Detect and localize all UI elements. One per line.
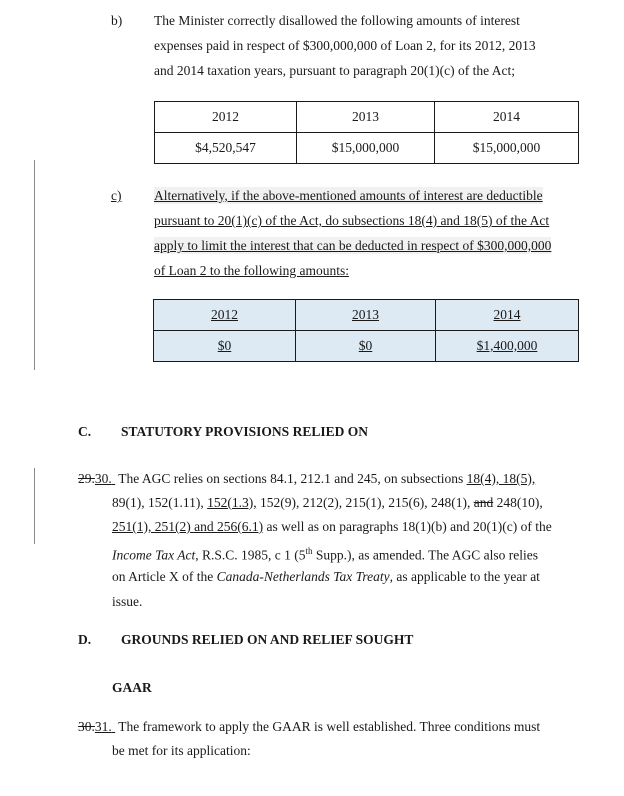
para-30-line-6: issue. [112, 594, 143, 609]
para-30-line-3 [112, 518, 552, 535]
table-b-value: $15,000,000 [297, 133, 435, 164]
para-30-text: on Article X of the [112, 569, 217, 584]
interest-table-b [154, 101, 579, 164]
table-c-value: $0 [154, 331, 296, 362]
inserted-text: 152(1.3), [207, 495, 257, 510]
item-b-line-3: and 2014 taxation years, pursuant to paragraph 20(1)(c) of the Act; [154, 63, 516, 78]
para-31-line-1 [78, 718, 540, 735]
revision-bar [34, 160, 35, 370]
section-d-letter: D. [78, 632, 92, 647]
para-30-text: as well as on paragraphs 18(1)(b) and 20(1)(c) of the [263, 519, 552, 534]
deleted-number: 30. [78, 719, 95, 734]
item-c-line-3: apply to limit the interest that can be deducted in respect of $300,000,000 [154, 238, 552, 253]
table-c-value: $1,400,000 [436, 331, 579, 362]
item-c-line-1: Alternatively, if the above-mentioned amounts of interest are deductible [154, 188, 543, 203]
para-30-line-5 [112, 568, 540, 585]
para-30-line-4 [112, 543, 538, 564]
act-title: Income Tax Act [112, 547, 196, 563]
table-b-header: 2014 [435, 102, 579, 133]
inserted-number: 30. [94, 471, 112, 486]
table-c-header: 2013 [296, 300, 436, 331]
para-30-text: The AGC relies on sections 84.1, 212.1 and 245, on subsections [118, 471, 467, 486]
table-b-header: 2012 [155, 102, 297, 133]
para-30-text: , R.S.C. 1985, c 1 (5 [195, 547, 306, 563]
gaar-subheading: GAAR [112, 680, 152, 695]
para-31-text: The framework to apply the GAAR is well established. Three conditions must [118, 719, 541, 734]
para-30-text: Supp.), as amended. The AGC also relies [312, 547, 538, 563]
inserted-text: 251(1), 251(2) and 256(6.1) [112, 519, 264, 534]
item-c-line-2: pursuant to 20(1)(c) of the Act, do subsections 18(4) and 18(5) of the Act [154, 213, 550, 228]
inserted-text: 18(4), 18(5), [466, 471, 536, 486]
revision-bar [34, 468, 35, 544]
table-b-value: $4,520,547 [155, 133, 297, 164]
inserted-number: 31. [94, 719, 112, 734]
table-b-header: 2013 [297, 102, 435, 133]
deleted-number: 29. [78, 471, 95, 486]
item-c-line-4: of Loan 2 to the following amounts: [154, 263, 349, 278]
item-b-label: b) [111, 13, 123, 28]
para-30-text: , as applicable to the year at [389, 569, 540, 584]
treaty-title: Canada-Netherlands Tax Treaty [216, 569, 390, 584]
table-b-value: $15,000,000 [435, 133, 579, 164]
para-30-line-2 [112, 494, 543, 511]
item-c-label: c) [111, 188, 122, 203]
item-b-line-2: expenses paid in respect of $300,000,000 of Loan 2, for its 2012, 2013 [154, 38, 536, 53]
para-30-text: 248(10), [493, 495, 543, 510]
section-d-title: GROUNDS RELIED ON AND RELIEF SOUGHT [121, 632, 414, 647]
para-30-text: 89(1), 152(1.11), [112, 495, 208, 510]
interest-table-c [153, 299, 579, 362]
para-30-text: 152(9), 212(2), 215(1), 215(6), 248(1), [256, 495, 474, 510]
deleted-text: and [473, 495, 494, 510]
para-30-line-1 [78, 470, 535, 487]
table-c-value: $0 [296, 331, 436, 362]
para-31-line-2: be met for its application: [112, 743, 251, 758]
section-c-letter: C. [78, 424, 92, 439]
section-c-title: STATUTORY PROVISIONS RELIED ON [121, 424, 368, 439]
item-b-line-1: The Minister correctly disallowed the following amounts of interest [154, 13, 520, 28]
superscript: th [305, 546, 313, 556]
table-c-header: 2014 [436, 300, 579, 331]
table-c-header: 2012 [154, 300, 296, 331]
